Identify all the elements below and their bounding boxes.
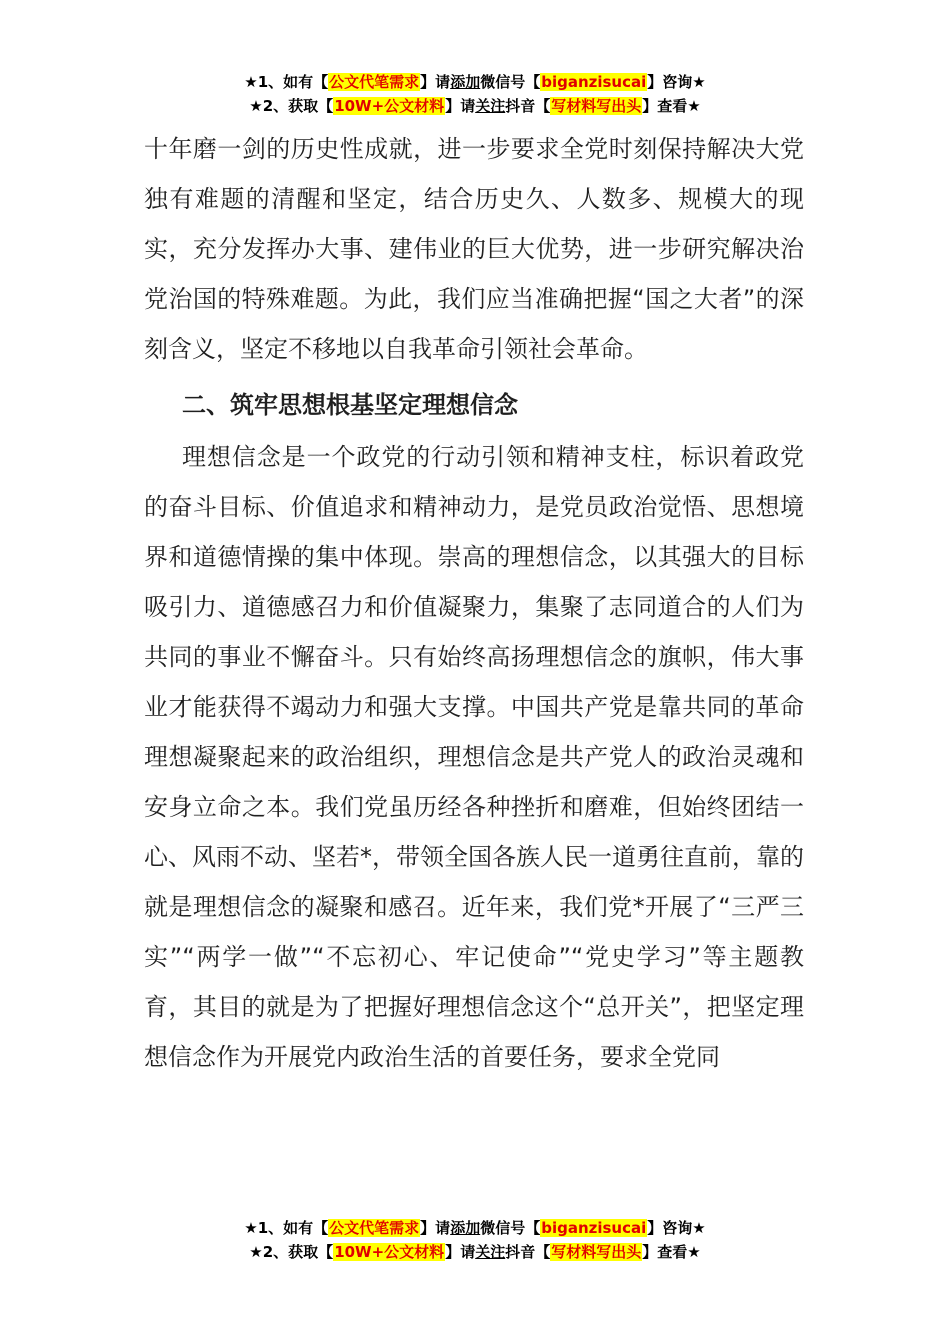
notice-text: 微信号【 — [480, 1219, 541, 1237]
notice-line-1 — [0, 1216, 950, 1240]
notice-underline: 关注 — [475, 1243, 506, 1261]
document-body — [144, 124, 804, 1082]
notice-underline: 添加 — [450, 1219, 481, 1237]
notice-text: ★2、获取【 — [249, 97, 334, 115]
top-notice-banner — [0, 70, 950, 118]
notice-underline: 添加 — [450, 73, 481, 91]
notice-text: 】咨询★ — [647, 73, 706, 91]
bottom-notice-banner — [0, 1216, 950, 1264]
notice-text: 】请 — [445, 97, 476, 115]
notice-highlight: 10W+公文材料 — [334, 97, 445, 115]
notice-text: 】请 — [420, 73, 451, 91]
notice-highlight: 10W+公文材料 — [334, 1243, 445, 1261]
notice-text: 】查看★ — [642, 1243, 701, 1261]
paragraph-2: 理想信念是一个政党的行动引领和精神支柱，标识着政党的奋斗目标、价值追求和精神动力，是党员政治觉悟、思想境界和道德情操的集中体现。崇高的理想信念，以其强大的目标吸引力、道德感召力和价值凝聚力，集聚了志同道合的人们为共同的事业不懈奋斗。只有始终高扬理想信念的旗帜，伟大事业才能获得不竭动力和强大支撑。中国共产党是靠共同的革命理想凝聚起来的政治组织，理想信念是共产党人的政治灵魂和安身立命之本。我们党虽历经各种挫折和磨难，但始终团结一心、风雨不动、坚若*，带领全国各族人民一道勇往直前，靠的就是理想信念的凝聚和感召。近年来，我们党*开展了“三严三实”“两学一做”“不忘初心、牢记使命”“党史学习”等主题教育，其目的就是为了把握好理想信念这个“总开关”，把坚定理想信念作为开展党内政治生活的首要任务，要求全党同 — [144, 443, 804, 1071]
section-heading-2: 二、筑牢思想根基坚定理想信念 — [182, 391, 518, 419]
notice-text: 微信号【 — [480, 73, 541, 91]
notice-douyin-name: 写材料写出头 — [551, 97, 642, 115]
notice-text: 】咨询★ — [647, 1219, 706, 1237]
notice-highlight: 公文代笔需求 — [329, 1219, 420, 1237]
notice-douyin-name: 写材料写出头 — [551, 1243, 642, 1261]
notice-underline: 关注 — [475, 97, 506, 115]
notice-text: 抖音【 — [505, 97, 551, 115]
notice-text: 抖音【 — [505, 1243, 551, 1261]
notice-wechat-id: biganzisucai — [541, 1219, 647, 1237]
notice-text: 】查看★ — [642, 97, 701, 115]
paragraph-1: 十年磨一剑的历史性成就，进一步要求全党时刻保持解决大党独有难题的清醒和坚定，结合历史久、人数多、规模大的现实，充分发挥办大事、建伟业的巨大优势，进一步研究解决治党治国的特殊难题。为此，我们应当准确把握“国之大者”的深刻含义，坚定不移地以自我革命引领社会革命。 — [144, 135, 804, 363]
notice-wechat-id: biganzisucai — [541, 73, 647, 91]
notice-line-2 — [0, 1240, 950, 1264]
notice-highlight: 公文代笔需求 — [329, 73, 420, 91]
notice-text: 】请 — [420, 1219, 451, 1237]
notice-line-2 — [0, 94, 950, 118]
notice-line-1 — [0, 70, 950, 94]
notice-text: 】请 — [445, 1243, 476, 1261]
notice-text: ★1、如有【 — [244, 1219, 329, 1237]
notice-text: ★2、获取【 — [249, 1243, 334, 1261]
notice-text: ★1、如有【 — [244, 73, 329, 91]
